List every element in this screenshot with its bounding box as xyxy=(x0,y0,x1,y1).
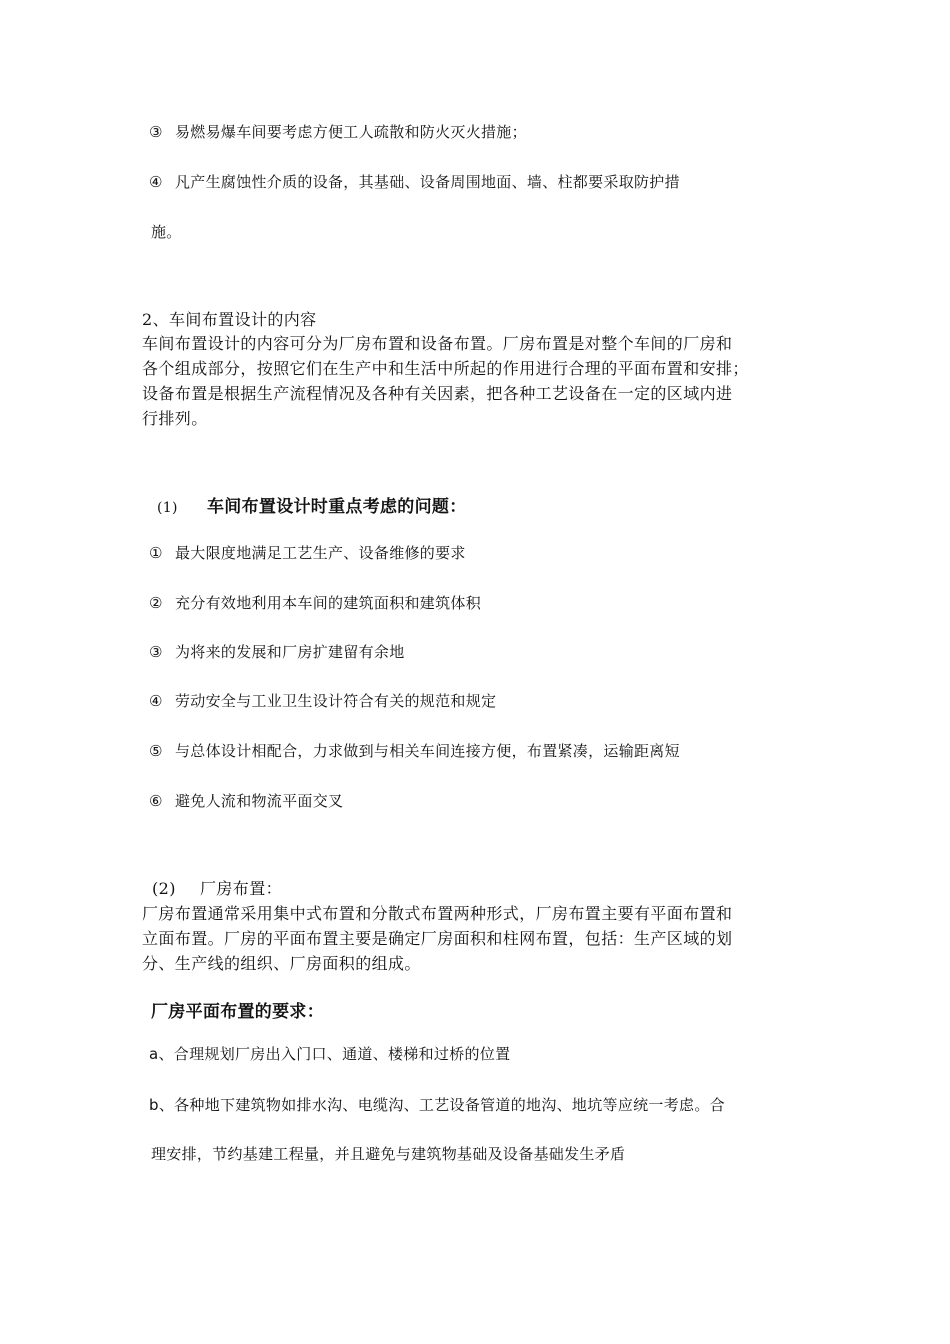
list-item: a、合理规划厂房出入门口、通道、楼梯和过桥的位置 xyxy=(149,1045,511,1063)
list-item xyxy=(149,592,481,613)
list-item xyxy=(149,790,343,811)
list-marker: ④ xyxy=(149,692,163,710)
list-item-text: 充分有效地利用本车间的建筑面积和建筑体积 xyxy=(175,594,482,612)
list-marker: ③ xyxy=(149,643,163,661)
list-item-continuation: 施。 xyxy=(151,223,182,241)
paragraph-line: 行排列。 xyxy=(142,409,208,428)
list-item xyxy=(149,641,405,662)
list-item-text: 与总体设计相配合，力求做到与相关车间连接方便，布置紧凑，运输距离短 xyxy=(175,742,680,760)
list-item-text: 为将来的发展和厂房扩建留有余地 xyxy=(175,643,405,661)
list-item: b、各种地下建筑物如排水沟、电缆沟、工艺设备管道的地沟、地坑等应统一考虑。合 xyxy=(149,1096,725,1114)
list-item-text: 避免人流和物流平面交叉 xyxy=(175,792,344,810)
list-marker: ⑤ xyxy=(149,742,163,760)
subsection-marker: (2) xyxy=(152,879,176,898)
list-item-text: 最大限度地满足工艺生产、设备维修的要求 xyxy=(175,544,466,562)
list-item xyxy=(149,542,466,563)
list-item-text: 劳动安全与工业卫生设计符合有关的规范和规定 xyxy=(175,692,497,710)
paragraph-line: 立面布置。厂房的平面布置主要是确定厂房面积和柱网布置，包括：生产区域的划 xyxy=(142,929,733,948)
paragraph-line: 各个组成部分，按照它们在生产中和生活中所起的作用进行合理的平面布置和安排； xyxy=(142,359,749,378)
list-item xyxy=(149,740,680,761)
requirements-title: 厂房平面布置的要求： xyxy=(151,1002,324,1022)
list-item xyxy=(149,121,527,142)
list-item xyxy=(149,690,496,711)
subsection-title: 厂房布置： xyxy=(200,879,283,898)
list-item xyxy=(149,171,680,192)
list-marker: ① xyxy=(149,544,163,562)
list-marker: ⑥ xyxy=(149,792,163,810)
paragraph-line: 分、生产线的组织、厂房面积的组成。 xyxy=(142,954,421,973)
subsection-heading xyxy=(152,876,282,899)
section-heading: 2、车间布置设计的内容 xyxy=(142,310,317,329)
list-marker: ② xyxy=(149,594,163,612)
subsection-heading xyxy=(157,492,467,517)
paragraph-line: 车间布置设计的内容可分为厂房布置和设备布置。厂房布置是对整个车间的厂房和 xyxy=(142,334,733,353)
list-item-continuation: 理安排，节约基建工程量，并且避免与建筑物基础及设备基础发生矛盾 xyxy=(151,1145,626,1163)
paragraph-line: 厂房布置通常采用集中式布置和分散式布置两种形式，厂房布置主要有平面布置和 xyxy=(142,904,733,923)
subsection-marker: (1) xyxy=(157,500,178,516)
list-marker: ④ xyxy=(149,173,163,191)
list-marker: ③ xyxy=(149,123,163,141)
list-item-text: 易燃易爆车间要考虑方便工人疏散和防火灭火措施； xyxy=(175,123,527,141)
paragraph-line: 设备布置是根据生产流程情况及各种有关因素，把各种工艺设备在一定的区域内进 xyxy=(142,384,733,403)
subsection-title: 车间布置设计时重点考虑的问题： xyxy=(207,497,467,517)
list-item-text: 凡产生腐蚀性介质的设备，其基础、设备周围地面、墙、柱都要采取防护措 xyxy=(175,173,680,191)
